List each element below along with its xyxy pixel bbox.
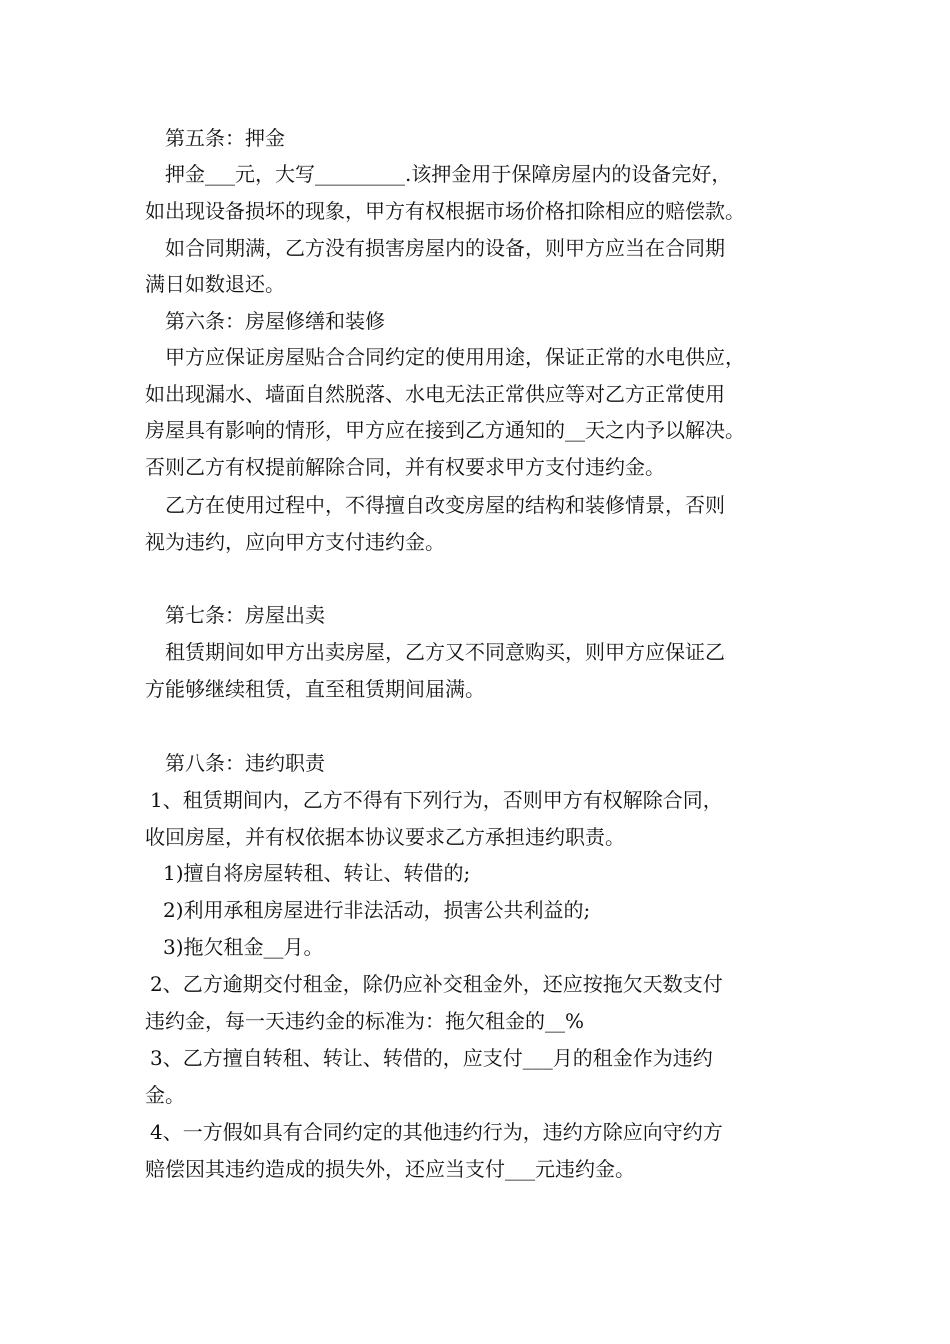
- article-8-clause-3-line-2: 金。: [145, 1083, 185, 1107]
- article-7-paragraph-line-2: 方能够继续租赁，直至租赁期间届满。: [145, 677, 485, 701]
- article-5-heading: 第五条：押金: [165, 126, 285, 150]
- article-8-clause-4-line-1: 4、一方假如具有合同约定的其他违约行为，违约方除应向守约方: [150, 1120, 723, 1144]
- article-5-paragraph-2-line-2: 满日如数退还。: [145, 272, 285, 296]
- article-7-paragraph-line-1: 租赁期间如甲方出卖房屋，乙方又不同意购买，则甲方应保证乙: [165, 640, 725, 664]
- article-6-heading: 第六条：房屋修缮和装修: [165, 309, 385, 333]
- article-8-item-2: 2)利用承租房屋进行非法活动，损害公共利益的;: [163, 898, 591, 922]
- article-6-paragraph-1-line-1: 甲方应保证房屋贴合合同约定的使用用途，保证正常的水电供应，: [165, 345, 745, 369]
- article-5-paragraph-1-line-2: 如出现设备损坏的现象，甲方有权根据市场价格扣除相应的赔偿款。: [145, 199, 745, 223]
- article-6-paragraph-1-line-2: 如出现漏水、墙面自然脱落、水电无法正常供应等对乙方正常使用: [145, 382, 725, 406]
- article-8-clause-1-line-2: 收回房屋，并有权依据本协议要求乙方承担违约职责。: [145, 825, 625, 849]
- article-8-heading: 第八条：违约职责: [165, 751, 325, 775]
- article-8-clause-2-line-1: 2、乙方逾期交付租金，除仍应补交租金外，还应按拖欠天数支付: [150, 972, 723, 996]
- article-8-clause-1-line-1: 1、租赁期间内，乙方不得有下列行为，否则甲方有权解除合同，: [150, 788, 723, 812]
- article-8-clause-2-line-2: 违约金，每一天违约金的标准为：拖欠租金的__%: [145, 1009, 585, 1033]
- article-8-item-3: 3)拖欠租金__月。: [163, 935, 324, 959]
- article-6-paragraph-1-line-3: 房屋具有影响的情形，甲方应在接到乙方通知的__天之内予以解决。: [145, 418, 745, 442]
- article-8-item-1: 1)擅自将房屋转租、转让、转借的;: [163, 861, 471, 885]
- article-8-clause-3-line-1: 3、乙方擅自转租、转让、转借的，应支付___月的租金作为违约: [150, 1046, 713, 1070]
- article-6-paragraph-2-line-2: 视为违约，应向甲方支付违约金。: [145, 530, 445, 554]
- article-7-heading: 第七条：房屋出卖: [165, 603, 325, 627]
- article-5-paragraph-1-line-1: 押金___元，大写_________.该押金用于保障房屋内的设备完好，: [165, 162, 732, 186]
- article-8-clause-4-line-2: 赔偿因其违约造成的损失外，还应当支付___元违约金。: [145, 1157, 635, 1181]
- article-6-paragraph-1-line-4: 否则乙方有权提前解除合同，并有权要求甲方支付违约金。: [145, 455, 665, 479]
- article-6-paragraph-2-line-1: 乙方在使用过程中，不得擅自改变房屋的结构和装修情景，否则: [165, 493, 725, 517]
- article-5-paragraph-2-line-1: 如合同期满，乙方没有损害房屋内的设备，则甲方应当在合同期: [165, 236, 725, 260]
